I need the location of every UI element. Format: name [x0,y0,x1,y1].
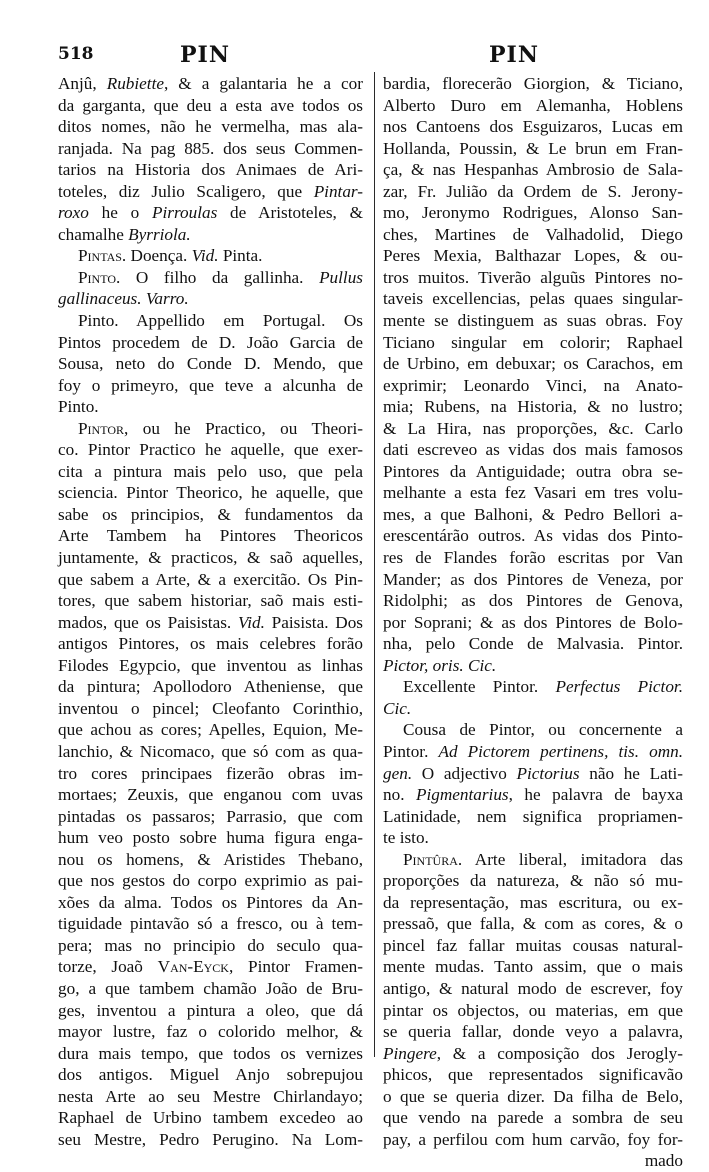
text-line: no. Pigmentarius, he palavra de bayxa [383,785,684,805]
text-line: ranjada. Na pag 885. dos seus Commen- [58,138,363,158]
text-line: Pintas. Doença. Vid. Pinta. [78,246,263,266]
text-line: xões da alma. Todos os Pintores da An- [58,892,363,912]
text-line: o que se queria dizer. Da filha de Belo, [383,1086,683,1106]
text-line: da garganta, que deu a esta ave todos os [58,95,363,115]
text-line: zar, Fr. Julião da Ordem de S. Jerony- [383,181,683,201]
text-line: se queria fallar, donde veyo a palavra, [383,1022,683,1042]
text-line: ches, Martines de Valhadolid, Diego [383,224,683,244]
text-line: pintar os objectos, ou materias, em que [383,1000,683,1020]
text-line: roxo he o Pirroulas de Aristoteles, & [58,203,363,223]
text-line: Pintores da Antiguidade; outra obra se- [383,461,683,481]
text-line: phicos, que representados significavão [383,1065,683,1085]
text-line: Peres Mexia, Balthazar Lopes, & ou- [383,246,683,266]
text-line: dati escreveo as vidas dos mais famosos [383,440,683,460]
text-line: seu Mestre, Pedro Perugino. Na Lom- [58,1129,363,1149]
text-line: torze, Joaõ Van-Eyck, Pintor Framen- [58,957,364,977]
text-line: taveis excellencias, pelas quaes singular- [383,289,683,309]
text-line: gallinaceus. Varro. [58,289,189,309]
text-line: sabe os principios, & fundamentos da [58,504,363,524]
text-line: chamalhe Byrriola. [58,224,191,244]
text-line: ça, & nas Hespanhas Ambrosio de Sala- [383,160,683,180]
text-line: tiguidade pintavão só a fresco, ou à tem- [58,914,363,934]
text-line: que sabem a Arte, & a exercitão. Os Pin- [58,569,363,589]
text-line: Mander; as dos Pintores de Veneza, por [383,569,683,589]
text-line: Pictor, oris. Cic. [383,655,497,675]
text-line: mente se distinguem as suas obras. Foy [383,311,683,331]
text-line: dura mais tempo, que todos os vernizes [58,1043,363,1063]
text-line: Pinto. Appellido em Portugal. Os [78,311,363,331]
text-line: mente mudas. Tanto assim, que o mais [383,957,683,977]
text-line: toteles, diz Julio Scaligero, que Pintar- [58,181,363,201]
text-line: foy o primeyro, que teve a alcunha de [58,375,363,395]
text-line: go, a que tambem chamão João de Bru- [58,978,363,998]
text-line: que vendo na parede a sombra de seu [383,1108,683,1128]
text-line: juntamente, & practicos, & saõ aquelles, [58,548,363,568]
text-line: tro cores principaes fizerão obras im- [58,763,363,783]
left-column [58,73,363,1150]
text-line: nou os homens, & Aristides Thebano, [58,849,363,869]
text-line: que achou as cores; Apelles, Equion, Me- [58,720,363,740]
text-line: pintadas os passaros; Parrasio, que com [58,806,363,826]
text-line: pay, a perfilou com hum carvão, foy for- [383,1129,683,1149]
text-line: Anjû, Rubiette, & a galantaria he a cor [58,74,364,93]
text-line: gen. O adjectivo Pictorius não he Lati- [383,763,683,783]
text-line: Raphael de Urbino tambem excedeo ao [58,1108,363,1128]
text-line: antigos Pintores, os mais celebres forão [58,634,363,654]
text-line: Ridolphi; as dos Pintores de Genova, [383,591,683,611]
text-line: cita a pintura mais pelo uso, que pela [58,461,363,481]
text-line: nesta Arte ao seu Mestre Chirlandayo; [58,1086,363,1106]
text-line: nha, pelo Conde de Malvasia. Pintor. [383,634,683,654]
text-line: mes, a que Balhoni, & Pedro Bellori a- [383,504,683,524]
text-line: lanchio, & Nicomaco, que só com as qua- [58,741,363,761]
text-line: sciencia. Pintor Theorico, he aquelle, que [58,483,363,503]
text-line: nos Cantoens dos Esguizaros, Lucas em [383,117,683,137]
text-line: ges, inventou a pintura a oleo, que dá [58,1000,363,1020]
text-line: Pintûra. Arte liberal, imitadora das [403,849,683,869]
text-line: Pinto. O filho da gallinha. Pullus [78,267,363,287]
text-line: erescentárão outros. As vidas dos Pinto- [383,526,683,546]
text-line: exprimir; Leonardo Vinci, na Anato- [383,375,683,395]
text-line: Pintor, ou he Practico, ou Theori- [78,418,363,438]
text-line: Cousa de Pintor, ou concernente a [403,720,683,740]
text-line: por Soprani; & as dos Pintores de Bolo- [383,612,683,632]
text-line: mo, Jeronymo Rodrigues, Alonso San- [383,203,683,223]
running-head-left: PIN [180,42,230,68]
text-line: inventou o pincel; Cleofanto Corinthio, [58,698,363,718]
text-line: Pintos procedem de D. João Garcia de [58,332,363,352]
running-head-right: PIN [489,42,539,68]
text-line: mayor lustre, faz o colorido melhor, & [58,1022,363,1042]
text-line: Alberto Duro em Alemanha, Hoblens [383,95,683,115]
text-line: Sousa, neto do Conde D. Mendo, que [58,354,363,374]
text-line: co. Pintor Practico he aquelle, que exer- [58,440,363,460]
text-line: pincel faz fallar muitas cousas natural- [383,935,683,955]
page-header [0,42,709,68]
text-line: Pinto. [58,397,99,417]
text-line: Excellente Pintor. Perfectus Pictor. [403,677,683,697]
text-line: da representação, mas escritura, ou ex- [383,892,683,912]
text-line: melhante a esta fez Vasari em tres volu- [383,483,683,503]
text-line: ditos nomes, não he vermelha, mas ala- [58,117,363,137]
text-line: Pintor. Ad Pictorem pertinens, tis. omn. [383,741,683,761]
text-line: que nos gestos do corpo exprimio as pai- [58,871,363,891]
text-line: proporções da natureza, & não só mu- [383,871,683,891]
text-line: tores, que sabem historiar, saõ mais esti- [58,591,363,611]
text-line: dos antigos. Miguel Anjo sobrepujou [58,1065,363,1085]
text-line: Latinidade, nem significa propriamen- [383,806,683,826]
text-line: & La Hira, nas proporções, &c. Carlo [383,418,683,438]
page-number: 518 [58,44,94,64]
text-line: te isto. [383,828,429,848]
text-line: mia; Rubens, na Historia, & no lustro; [383,397,683,417]
text-line: Filodes Egypcio, que inventou as linhas [58,655,363,675]
column-divider [374,72,375,1057]
text-line: tarios na Historia dos Animaes de Ari- [58,160,363,180]
text-line: mados, que os Paisistas. Vid. Paisista. Dos [58,612,363,632]
text-line: pressaõ, que falla, & com as cores, & o [383,914,683,934]
text-line: Ticiano singular em colorir; Raphael [383,332,683,352]
text-line: pera; mas no principio do seculo qua- [58,935,363,955]
text-line: mado [644,1151,683,1171]
text-line: antigo, & natural modo de escrever, foy [383,978,683,998]
text-line: res de Flandes forão escritas por Van [383,548,683,568]
text-line: bardia, florecerão Giorgion, & Ticiano, [383,74,683,93]
text-line: de Urbino, em debuxar; os Carachos, em [383,354,683,374]
text-line: mortaes; Zeuxis, que enganou com uvas [58,785,363,805]
text-line: Pingere, & a composição dos Jerogly- [383,1043,683,1063]
text-line: Arte Tambem ha Pintores Theoricos [58,526,363,546]
text-line: hum veo posto sobre huma figura enga- [58,828,363,848]
text-line: tros muitos. Tiverão alguũs Pintores no- [383,267,683,287]
right-column [383,73,683,1172]
text-line: da pintura; Apollodoro Atheniense, que [58,677,363,697]
text-line: Hollanda, Poussin, & Le brun em Fran- [383,138,683,158]
text-line: Cic. [383,698,412,718]
